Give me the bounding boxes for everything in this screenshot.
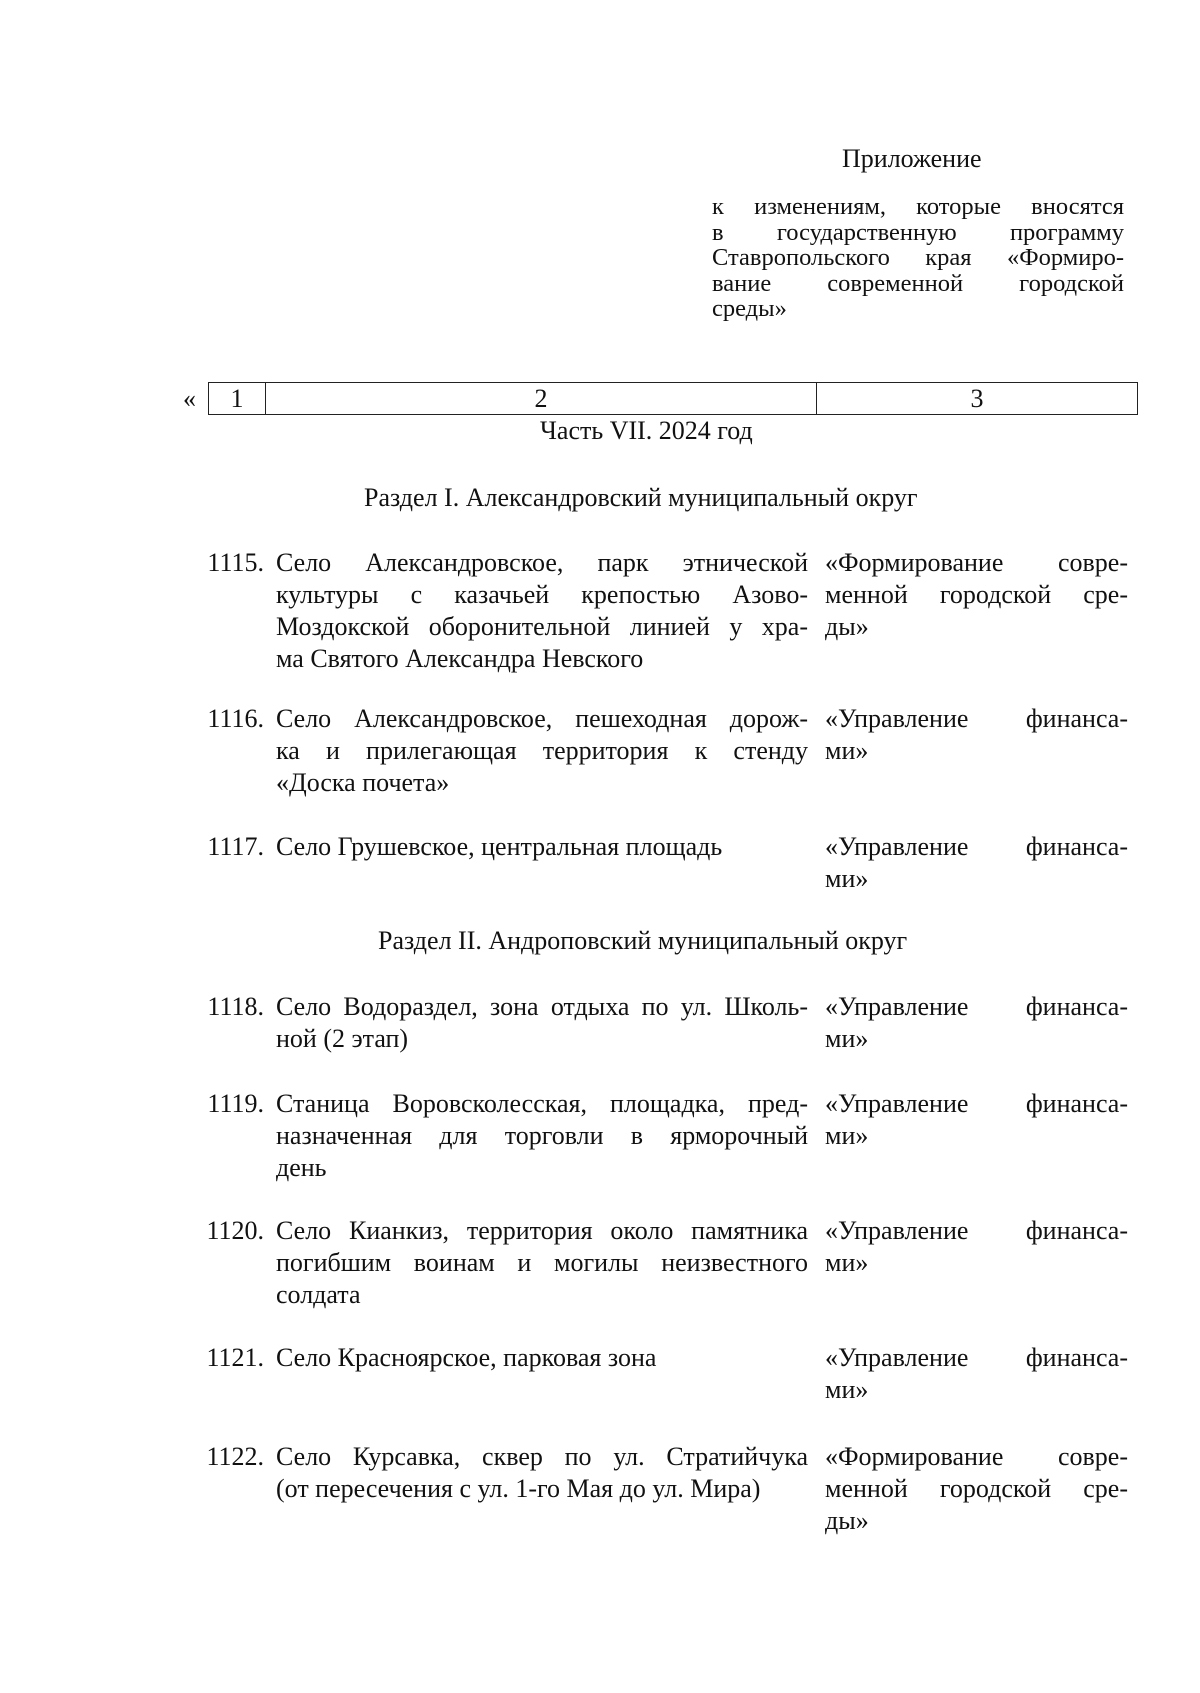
row-program-line: «Управление финанса- [825, 832, 1128, 861]
row-description [276, 1441, 808, 1505]
row-description-line: Станица Воровсколесская, площадка, пред- [276, 1089, 808, 1118]
row-program-line: ми» [825, 736, 869, 765]
row-program-line: менной городской сре- [825, 580, 1128, 609]
row-number: 1115. [207, 548, 264, 577]
row-program-line: «Управление финанса- [825, 1216, 1128, 1245]
row-description-line: ной (2 этап) [276, 1024, 409, 1053]
row-program [825, 1441, 1128, 1537]
row-program [825, 703, 1128, 767]
row-description [276, 1215, 808, 1311]
row-program [825, 547, 1128, 643]
row-program-line: ми» [825, 864, 869, 893]
row-description [276, 991, 808, 1055]
row-program [825, 831, 1128, 895]
row-description-line: культуры с казачьей крепостью Азово- [276, 580, 808, 609]
row-program-line: «Управление финанса- [825, 992, 1128, 1021]
row-description-line: Село Курсавка, сквер по ул. Стратийчука [276, 1442, 808, 1471]
row-program-line: ми» [825, 1024, 869, 1053]
appendix-caption [712, 194, 1124, 322]
row-description-line: солдата [276, 1280, 361, 1309]
row-program-line: ми» [825, 1121, 869, 1150]
row-description-line: Село Александровское, пешеходная дорож- [276, 704, 808, 733]
row-description [276, 1342, 808, 1374]
opening-quote-mark: « [183, 384, 196, 413]
appendix-caption-line: в государственную программу [712, 218, 1124, 246]
row-program-line: ми» [825, 1375, 869, 1404]
row-number: 1117. [207, 832, 264, 861]
row-number: 1122. [206, 1442, 264, 1471]
appendix-caption-line: к изменениям, которые вносятся [712, 193, 1124, 220]
row-program [825, 991, 1128, 1055]
row-description-line: погибшим воинам и могилы неизвестного [276, 1248, 808, 1277]
row-description-line: Моздокской оборонительной линией у хра- [276, 612, 808, 641]
row-program [825, 1088, 1128, 1152]
row-description [276, 703, 808, 799]
row-description-line: Село Грушевское, центральная площадь [276, 832, 723, 861]
appendix-caption-line: Ставропольского края «Формиро- [712, 244, 1124, 271]
row-number: 1119. [207, 1089, 264, 1118]
row-program [825, 1215, 1128, 1279]
row-description [276, 1088, 808, 1184]
row-description-line: ма Святого Александра Невского [276, 644, 644, 673]
row-program-line: ды» [825, 612, 869, 641]
row-description-line: (от пересечения с ул. 1-го Мая до ул. Мира) [276, 1474, 761, 1503]
row-description [276, 831, 808, 863]
row-description-line: день [276, 1153, 327, 1182]
row-program-line: «Управление финанса- [825, 1343, 1128, 1372]
row-program-line: «Управление финанса- [825, 1089, 1128, 1118]
row-description-line: Село Александровское, парк этнической [276, 548, 808, 577]
row-program-line: «Формирование совре- [825, 548, 1128, 577]
row-description-line: ка и прилегающая территория к стенду [276, 736, 808, 765]
appendix-title: Приложение [842, 144, 982, 173]
row-program-line: «Формирование совре- [825, 1442, 1128, 1471]
row-program-line: ми» [825, 1248, 869, 1277]
row-description [276, 547, 808, 675]
row-description-line: «Доска почета» [276, 768, 450, 797]
table-header-col-2: 2 [266, 383, 817, 414]
appendix-caption-line: вание современной городской [712, 269, 1124, 297]
part-title: Часть VII. 2024 год [540, 416, 753, 445]
section-title: Раздел I. Александровский муниципальный округ [364, 483, 918, 512]
table-header-row [208, 382, 1138, 415]
row-number: 1116. [207, 704, 264, 733]
row-number: 1120. [206, 1216, 264, 1245]
row-program [825, 1342, 1128, 1406]
row-description-line: Село Красноярское, парковая зона [276, 1343, 657, 1372]
row-description-line: Село Кианкиз, территория около памятника [276, 1216, 808, 1245]
row-program-line: менной городской сре- [825, 1474, 1128, 1503]
row-number: 1118. [207, 992, 264, 1021]
appendix-caption-line: среды» [712, 295, 787, 322]
section-title: Раздел II. Андроповский муниципальный округ [378, 926, 908, 955]
row-description-line: Село Водораздел, зона отдыха по ул. Школь- [276, 992, 808, 1021]
row-number: 1121. [206, 1343, 264, 1372]
row-description-line: назначенная для торговли в ярморочный [276, 1121, 808, 1150]
row-program-line: ды» [825, 1506, 869, 1535]
table-header-col-1: 1 [209, 383, 266, 414]
table-header-col-3: 3 [970, 383, 984, 413]
row-program-line: «Управление финанса- [825, 704, 1128, 733]
